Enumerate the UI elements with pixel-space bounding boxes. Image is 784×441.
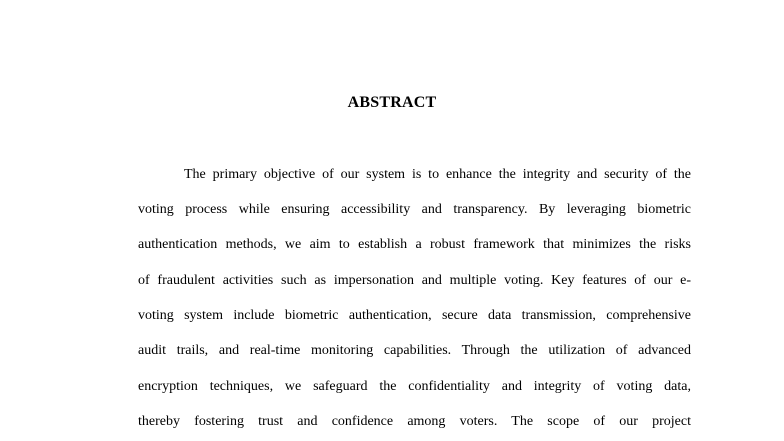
paragraph-line-4: of fraudulent activities such as impersonation and multiple voting. Key features of our e-: [138, 273, 691, 288]
paragraph-line-7: encryption techniques, we safeguard the confidentiality and integrity of voting data,: [138, 379, 691, 394]
paragraph-line-6: audit trails, and real-time monitoring capabilities. Through the utilization of advanced: [138, 343, 691, 358]
abstract-heading: ABSTRACT: [347, 94, 437, 111]
paragraph-line-5: voting system include biometric authentication, secure data transmission, comprehensive: [138, 308, 691, 323]
paragraph-line-8: thereby fostering trust and confidence among voters. The scope of our project: [138, 414, 691, 429]
paragraph-line-1: The primary objective of our system is to enhance the integrity and security of the: [184, 167, 691, 182]
paragraph-line-3: authentication methods, we aim to establish a robust framework that minimizes the risks: [138, 237, 691, 252]
paragraph-line-2: voting process while ensuring accessibility and transparency. By leveraging biometric: [138, 202, 691, 217]
